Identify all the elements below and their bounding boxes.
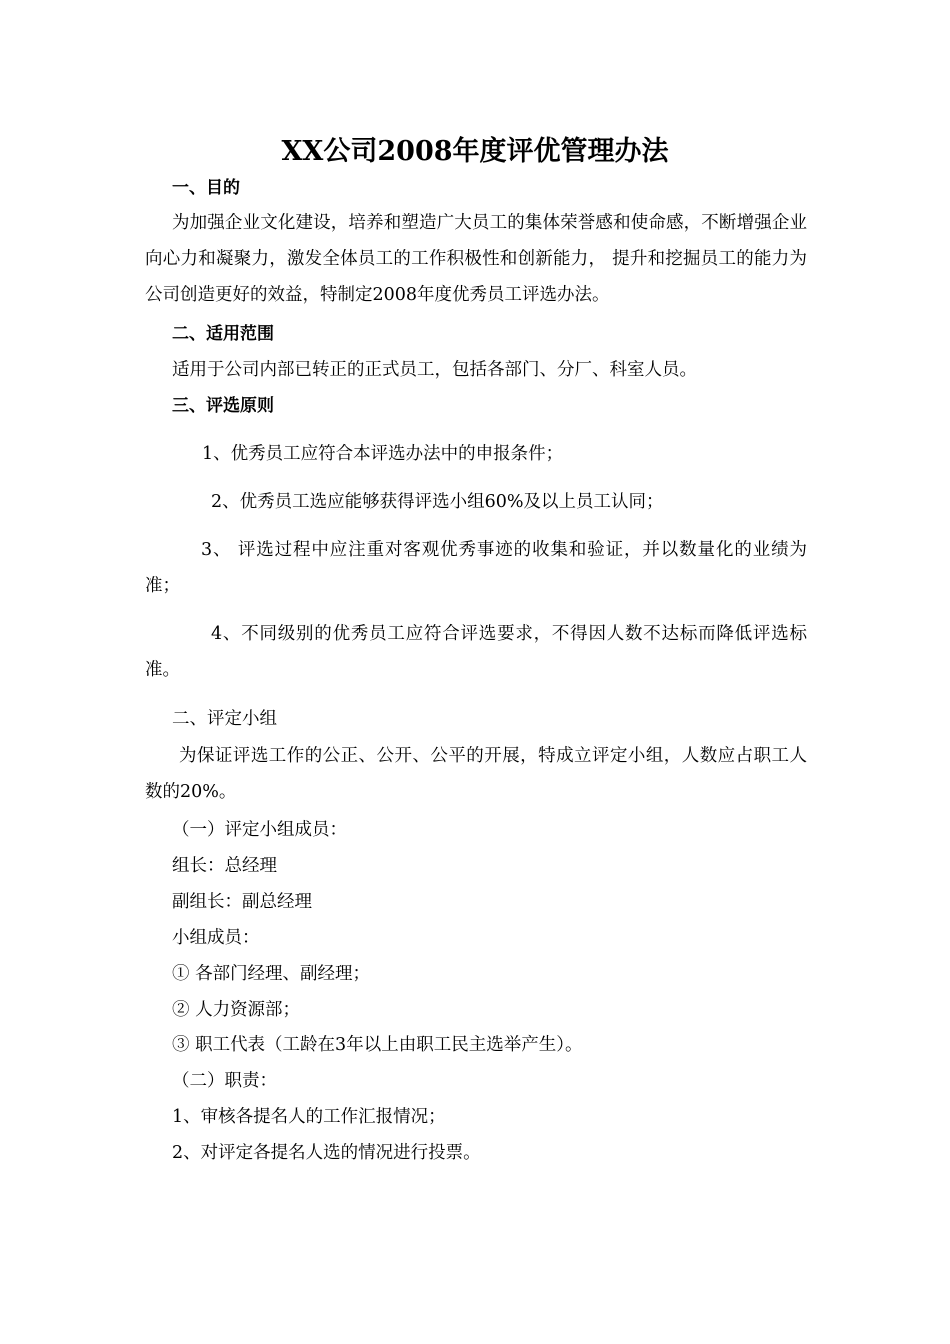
committee-member-3: ③ 职工代表（工龄在3年以上由职工民主选举产生）。 xyxy=(172,1035,583,1055)
principle-item-2: 2、优秀员工选应能够获得评选小组60%及以上员工认同； xyxy=(211,492,664,512)
section-heading-principles: 三、评选原则 xyxy=(172,396,274,416)
committee-member-2: ② 人力资源部； xyxy=(172,1000,301,1020)
committee-leader: 组长：总经理 xyxy=(172,856,277,876)
committee-members-label: 小组成员： xyxy=(172,928,260,948)
committee-duties-heading: （二）职责： xyxy=(172,1071,277,1091)
section-heading-scope: 二、适用范围 xyxy=(172,324,274,344)
principle-item-3: 3、 评选过程中应注重对客观优秀事迹的收集和验证，并以数量化的业绩为准； xyxy=(145,540,807,596)
committee-member-1: ① 各部门经理、副经理； xyxy=(172,964,371,984)
principle-item-4: 4、不同级别的优秀员工应符合评选要求，不得因人数不达标而降低评选标准。 xyxy=(145,624,807,680)
section-heading-committee: 二、评定小组 xyxy=(172,709,277,729)
document-title: XX公司2008年度评优管理办法 xyxy=(281,136,669,167)
section-body-committee: 为保证评选工作的公正、公开、公平的开展，特成立评定小组，人数应占职工人数的20%。 xyxy=(145,746,807,802)
section-heading-purpose: 一、目的 xyxy=(172,178,240,198)
committee-duty-1: 1、审核各提名人的工作汇报情况； xyxy=(172,1107,446,1127)
committee-members-heading: （一）评定小组成员： xyxy=(172,820,347,840)
section-body-scope: 适用于公司内部已转正的正式员工，包括各部门、分厂、科室人员。 xyxy=(172,360,697,380)
section-body-purpose: 为加强企业文化建设，培养和塑造广大员工的集体荣誉感和使命感，不断增强企业向心力和凝聚力，激发全体员工的工作积极性和创新能力， 提升和挖掘员工的能力为公司创造更好的效益，特制定2008年度优秀员工评选办法。 xyxy=(145,213,807,305)
principle-item-1: 1、优秀员工应符合本评选办法中的申报条件； xyxy=(202,444,564,464)
committee-duty-2: 2、对评定各提名人选的情况进行投票。 xyxy=(172,1143,481,1163)
committee-deputy: 副组长：副总经理 xyxy=(172,892,312,912)
